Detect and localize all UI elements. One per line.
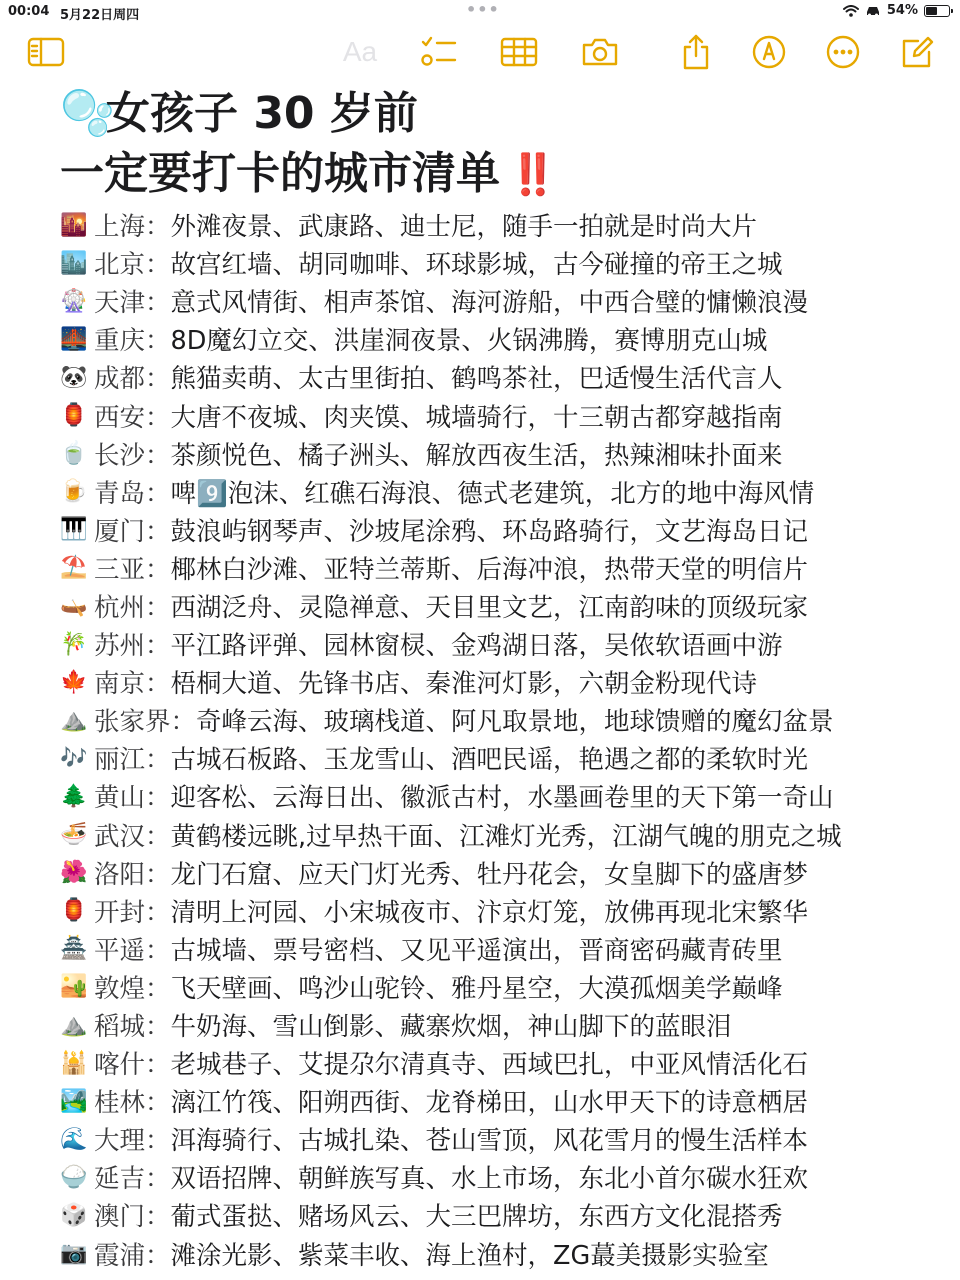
camera-button[interactable] bbox=[578, 30, 622, 74]
city-name: 张家界： bbox=[94, 707, 197, 738]
status-bar bbox=[0, 0, 960, 24]
city-emoji-icon: 🏙️ bbox=[60, 250, 88, 276]
city-description: 龙门石窟、应天门灯光秀、牡丹花会，女皇脚下的盛唐梦 bbox=[170, 859, 809, 890]
city-description: 牛奶海、雪山倒影、藏寨炊烟，神山脚下的蓝眼泪 bbox=[170, 1012, 732, 1043]
city-emoji-icon: 🌊 bbox=[60, 1126, 88, 1152]
list-item bbox=[60, 739, 960, 777]
list-item bbox=[60, 1044, 960, 1082]
markup-pen-icon bbox=[751, 34, 787, 70]
list-item bbox=[60, 587, 960, 625]
city-description: 清明上河园、小宋城夜市、汴京灯笼，放佛再现北宋繁华 bbox=[170, 897, 809, 928]
ellipsis-circle-icon bbox=[825, 34, 861, 70]
notes-toolbar bbox=[0, 30, 960, 76]
checklist-icon bbox=[420, 35, 458, 69]
list-item bbox=[60, 511, 960, 549]
city-name: 开封： bbox=[94, 897, 171, 928]
city-description: 梧桐大道、先锋书店、秦淮河灯影，六朝金粉现代诗 bbox=[170, 669, 758, 700]
city-name: 南京： bbox=[94, 669, 171, 700]
text-format-button[interactable]: Aa bbox=[342, 36, 378, 67]
city-emoji-icon: 🕌 bbox=[60, 1050, 88, 1076]
city-emoji-icon: 🐼 bbox=[60, 364, 88, 390]
city-emoji-icon: 🍜 bbox=[60, 822, 88, 848]
list-item bbox=[60, 358, 960, 396]
city-name: 上海： bbox=[94, 212, 171, 243]
city-emoji-icon: 🌲 bbox=[60, 783, 88, 809]
city-emoji-icon: 🏮 bbox=[60, 403, 88, 429]
city-emoji-icon: 🎲 bbox=[60, 1202, 88, 1228]
city-description: 椰林白沙滩、亚特兰蒂斯、后海冲浪，热带天堂的明信片 bbox=[170, 554, 809, 585]
note-title-text-2: 一定要打卡的城市清单 bbox=[60, 148, 500, 199]
city-description: 洱海骑行、古城扎染、苍山雪顶，风花雪月的慢生活样本 bbox=[170, 1126, 809, 1157]
city-description: 故宫红墙、胡同咖啡、环球影城，古今碰撞的帝王之城 bbox=[170, 250, 783, 281]
list-item bbox=[60, 320, 960, 358]
more-button[interactable] bbox=[822, 30, 864, 74]
list-item bbox=[60, 396, 960, 434]
city-emoji-icon: 📷 bbox=[60, 1241, 88, 1267]
double-exclamation-icon: ‼️ bbox=[508, 152, 554, 198]
car-icon bbox=[865, 5, 881, 17]
city-name: 苏州： bbox=[94, 631, 171, 662]
city-description: 老城巷子、艾提尕尔清真寺、西域巴扎，中亚风情活化石 bbox=[170, 1050, 809, 1081]
list-item bbox=[60, 892, 960, 930]
city-name: 黄山： bbox=[94, 783, 171, 814]
city-description: 外滩夜景、武康路、迪士尼，随手一拍就是时尚大片 bbox=[170, 212, 758, 243]
markup-button[interactable] bbox=[748, 30, 790, 74]
city-description: 西湖泛舟、灵隐禅意、天目里文艺，江南韵味的顶级玩家 bbox=[170, 592, 809, 623]
city-emoji-icon: 🏮 bbox=[60, 898, 88, 924]
city-name: 稻城： bbox=[94, 1012, 171, 1043]
list-item bbox=[60, 816, 960, 854]
note-title-line-2 bbox=[60, 144, 940, 205]
list-item bbox=[60, 930, 960, 968]
city-name: 霞浦： bbox=[94, 1240, 171, 1271]
city-emoji-icon: ⛰️ bbox=[60, 1012, 88, 1038]
city-name: 西安： bbox=[94, 402, 171, 433]
city-name: 厦门： bbox=[94, 516, 171, 547]
city-description: 鼓浪屿钢琴声、沙坡尾涂鸦、环岛路骑行，文艺海岛日记 bbox=[170, 516, 809, 547]
battery-percent: 54% bbox=[886, 3, 918, 18]
list-item bbox=[60, 435, 960, 473]
city-description: 飞天壁画、鸣沙山驼铃、雅丹星空，大漠孤烟美学巅峰 bbox=[170, 973, 783, 1004]
city-description: 茶颜悦色、橘子洲头、解放西夜生活，热辣湘味扑面来 bbox=[170, 440, 783, 471]
city-name: 敦煌： bbox=[94, 973, 171, 1004]
city-emoji-icon: 🌺 bbox=[60, 860, 88, 886]
share-button[interactable] bbox=[676, 30, 716, 74]
city-emoji-icon: 🎶 bbox=[60, 745, 88, 771]
city-description: 熊猫卖萌、太古里街拍、鹤鸣茶社，巴适慢生活代言人 bbox=[170, 364, 783, 395]
note-title-line-1 bbox=[60, 84, 940, 144]
list-item bbox=[60, 701, 960, 739]
city-name: 重庆： bbox=[94, 326, 171, 357]
city-description: 漓江竹筏、阳朔西街、龙脊梯田，山水甲天下的诗意栖居 bbox=[170, 1088, 809, 1119]
city-emoji-icon: ⛱️ bbox=[60, 555, 88, 581]
list-item bbox=[60, 625, 960, 663]
list-item bbox=[60, 244, 960, 282]
city-description: 啤9️⃣泡沫、红礁石海浪、德式老建筑，北方的地中海风情 bbox=[170, 478, 815, 509]
city-name: 北京： bbox=[94, 250, 171, 281]
city-emoji-icon: 🍵 bbox=[60, 441, 88, 467]
city-description: 黄鹤楼远眺,过早热干面、江滩灯光秀，江湖气魄的朋克之城 bbox=[170, 821, 842, 852]
city-name: 桂林： bbox=[94, 1088, 171, 1119]
city-name: 青岛： bbox=[94, 478, 171, 509]
city-name: 成都： bbox=[94, 364, 171, 395]
city-emoji-icon: 🍺 bbox=[60, 479, 88, 505]
city-emoji-icon: 🍚 bbox=[60, 1164, 88, 1190]
list-item bbox=[60, 1235, 960, 1273]
city-name: 喀什： bbox=[94, 1050, 171, 1081]
list-item bbox=[60, 1158, 960, 1196]
city-name: 天津： bbox=[94, 288, 171, 319]
list-item bbox=[60, 854, 960, 892]
list-item bbox=[60, 1196, 960, 1234]
city-description: 古城墙、票号密档、又见平遥演出，晋商密码藏青砖里 bbox=[170, 935, 783, 966]
city-emoji-icon: 🏞️ bbox=[60, 1088, 88, 1114]
city-name: 长沙： bbox=[94, 440, 171, 471]
table-button[interactable] bbox=[498, 30, 540, 74]
city-emoji-icon: 🌉 bbox=[60, 326, 88, 352]
compose-button[interactable] bbox=[898, 30, 938, 74]
list-item bbox=[60, 1082, 960, 1120]
share-icon bbox=[680, 33, 712, 71]
list-item bbox=[60, 549, 960, 587]
city-description: 葡式蛋挞、赌场风云、大三巴牌坊，东西方文化混搭秀 bbox=[170, 1202, 783, 1233]
note-body[interactable] bbox=[60, 84, 940, 205]
city-emoji-icon: 🎋 bbox=[60, 631, 88, 657]
city-name: 洛阳： bbox=[94, 859, 171, 890]
list-item bbox=[60, 473, 960, 511]
city-description: 迎客松、云海日出、徽派古村，水墨画卷里的天下第一奇山 bbox=[170, 783, 834, 814]
list-item bbox=[60, 968, 960, 1006]
city-name: 大理： bbox=[94, 1126, 171, 1157]
status-date: 5月22日周四 bbox=[60, 8, 140, 23]
city-name: 三亚： bbox=[94, 554, 171, 585]
city-emoji-icon: 🏯 bbox=[60, 936, 88, 962]
list-item bbox=[60, 777, 960, 815]
city-name: 丽江： bbox=[94, 745, 171, 776]
list-item bbox=[60, 282, 960, 320]
city-name: 澳门： bbox=[94, 1202, 171, 1233]
wifi-icon bbox=[843, 5, 859, 17]
list-item bbox=[60, 1120, 960, 1158]
sidebar-toggle-button[interactable] bbox=[26, 30, 66, 74]
city-description: 奇峰云海、玻璃栈道、阿凡取景地，地球馈赠的魔幻盆景 bbox=[196, 707, 834, 738]
battery-level bbox=[926, 7, 937, 15]
table-icon bbox=[500, 37, 538, 67]
city-description: 双语招牌、朝鲜族写真、水上市场，东北小首尔碳水狂欢 bbox=[170, 1164, 809, 1195]
city-emoji-icon: 🌇 bbox=[60, 212, 88, 238]
checklist-button[interactable] bbox=[418, 30, 460, 74]
compose-icon bbox=[900, 34, 936, 70]
city-emoji-icon: 🎡 bbox=[60, 288, 88, 314]
sidebar-icon bbox=[27, 37, 65, 67]
city-description: 滩涂光影、紫菜丰收、海上渔村，ZG蕞美摄影实验室 bbox=[170, 1240, 769, 1271]
bubbles-icon: 🫧 bbox=[60, 88, 115, 139]
city-description: 大唐不夜城、肉夹馍、城墙骑行，十三朝古都穿越指南 bbox=[170, 402, 783, 433]
city-emoji-icon: 🎹 bbox=[60, 517, 88, 543]
note-title-text-1: 女孩子 30 岁前 bbox=[106, 88, 418, 139]
city-emoji-icon: ⛰️ bbox=[60, 707, 88, 733]
city-description: 平江路评弹、园林窗棂、金鸡湖日落，吴侬软语画中游 bbox=[170, 631, 783, 662]
city-name: 延吉： bbox=[94, 1164, 171, 1195]
city-description: 古城石板路、玉龙雪山、酒吧民谣，艳遇之都的柔软时光 bbox=[170, 745, 809, 776]
list-item bbox=[60, 206, 960, 244]
list-item bbox=[60, 1006, 960, 1044]
city-description: 意式风情街、相声茶馆、海河游船，中西合璧的慵懒浪漫 bbox=[170, 288, 809, 319]
list-item bbox=[60, 663, 960, 701]
battery-icon bbox=[924, 5, 950, 17]
city-description: 8D魔幻立交、洪崖洞夜景、火锅沸腾，赛博朋克山城 bbox=[170, 326, 768, 357]
status-indicators bbox=[843, 3, 950, 18]
status-time: 00:04 bbox=[8, 4, 50, 19]
city-name: 武汉： bbox=[94, 821, 171, 852]
city-name: 杭州： bbox=[94, 592, 171, 623]
multitasking-dots[interactable]: ••• bbox=[466, 0, 500, 19]
city-name: 平遥： bbox=[94, 935, 171, 966]
city-emoji-icon: 🛶 bbox=[60, 593, 88, 619]
city-emoji-icon: 🍁 bbox=[60, 669, 88, 695]
city-emoji-icon: 🏜️ bbox=[60, 974, 88, 1000]
city-list bbox=[60, 206, 960, 1273]
camera-icon bbox=[580, 36, 620, 68]
